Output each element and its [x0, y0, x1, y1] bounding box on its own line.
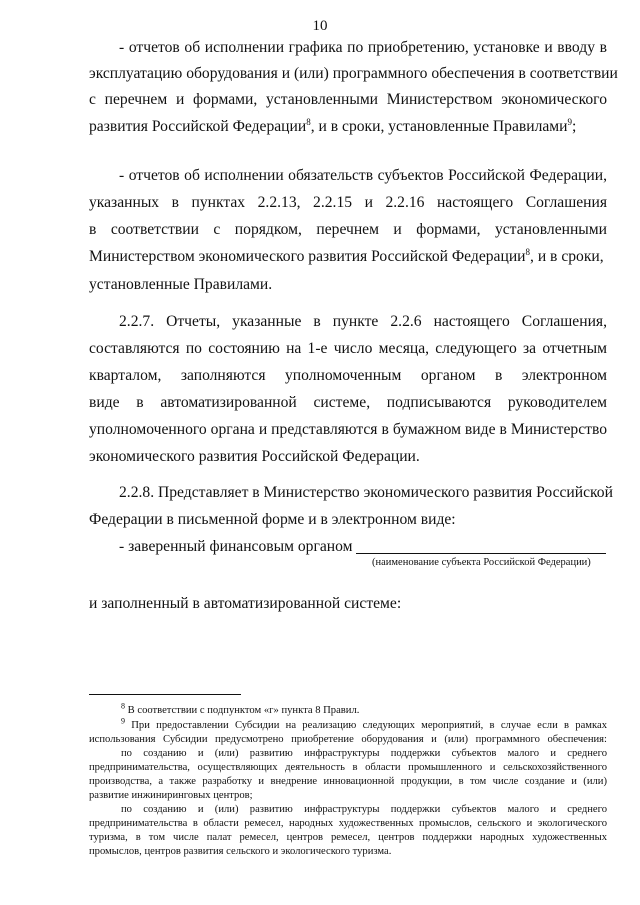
body-line: Федерации в письменной форме и в электронном виде:: [89, 511, 456, 528]
body-line: с перечнем и формами, установленными Министерством экономического: [89, 91, 607, 108]
footnote-mark: 8: [121, 701, 125, 711]
body-line: установленные Правилами.: [89, 276, 273, 293]
body-line: - заверенный финансовым органом: [119, 538, 353, 555]
body-text: , и в сроки,: [530, 248, 604, 265]
footnote-text: При предоставлении Субсидии на реализацию следующих мероприятий, в случае если в рамках: [125, 720, 607, 731]
footnote-9-line: предпринимательства в области ремесел, народных художественных промыслов, сельского и экологического: [89, 818, 607, 829]
footnote-ref-8: 8: [306, 116, 311, 127]
footnote-separator: [89, 694, 241, 695]
footnote-8: [89, 701, 607, 717]
body-line: уполномоченного органа и представляются в бумажном виде в Министерство: [89, 421, 607, 438]
footnote-ref-9: 9: [567, 116, 572, 127]
footnote-9-line: развитие инжиниринговых центров;: [89, 790, 253, 801]
body-line: кварталом, заполняются уполномоченным органом в электронном: [89, 367, 607, 384]
body-line: [89, 247, 607, 267]
footnote-9-line: по созданию и (или) развитию инфраструктуры поддержки субъектов малого и среднего: [121, 748, 607, 759]
body-line: и заполненный в автоматизированной системе:: [89, 595, 402, 612]
footnote-9-line: [89, 716, 607, 732]
fill-in-line: [356, 537, 606, 554]
body-line: 2.2.8. Представляет в Министерство экономического развития Российской: [119, 484, 613, 501]
footnote-ref-8: 8: [525, 246, 531, 257]
body-text: развития Российской Федерации: [89, 118, 307, 135]
body-line: эксплуатацию оборудования и (или) программного обеспечения в соответствии: [89, 65, 618, 82]
body-line: указанных в пунктах 2.2.13, 2.2.15 и 2.2.16 настоящего Соглашения: [89, 194, 607, 211]
body-line: 2.2.7. Отчеты, указанные в пункте 2.2.6 настоящего Соглашения,: [119, 313, 607, 330]
body-text: , и в сроки, установленные Правилами: [310, 118, 568, 135]
fill-in-caption: (наименование субъекта Российской Федерации): [372, 557, 591, 568]
body-line: - отчетов об исполнении обязательств субъектов Российской Федерации,: [119, 167, 607, 184]
body-text: Министерством экономического развития Российской Федерации: [89, 248, 526, 265]
body-line: составляются по состоянию на 1-е число месяца, следующего за отчетным: [89, 340, 607, 357]
body-line: виде в автоматизированной системе, подписываются руководителем: [89, 394, 607, 411]
page-number: 10: [312, 18, 328, 34]
footnote-9-line: производства, а также разработку и внедрение инновационной продукции, в том числе создание и (или): [89, 776, 607, 787]
footnote-9-line: промыслов, центров развития сельского и экологического туризма.: [89, 846, 392, 857]
body-line: [89, 117, 607, 137]
footnote-text: В соответствии с подпунктом «г» пункта 8 Правил.: [125, 705, 360, 716]
body-text: ;: [572, 118, 577, 135]
footnote-9-line: туризма, в том числе палат ремесел, центров ремесел, центров поддержки народных художественных: [89, 832, 607, 843]
footnote-mark: 9: [121, 716, 125, 726]
body-line: экономического развития Российской Федерации.: [89, 448, 420, 465]
body-line: - отчетов об исполнении графика по приобретению, установке и вводу в: [119, 39, 607, 56]
footnote-9-line: использования Субсидии предусмотрено приобретение оборудования и (или) программного обеспечения:: [89, 734, 607, 745]
footnote-9-line: по созданию и (или) развитию инфраструктуры поддержки субъектов малого и среднего: [121, 804, 607, 815]
footnote-9-line: предпринимательства, осуществляющих деятельность в области промышленного и сельскохозяйственного: [89, 762, 607, 773]
body-line: в соответствии с порядком, перечнем и формами, установленными: [89, 221, 607, 238]
